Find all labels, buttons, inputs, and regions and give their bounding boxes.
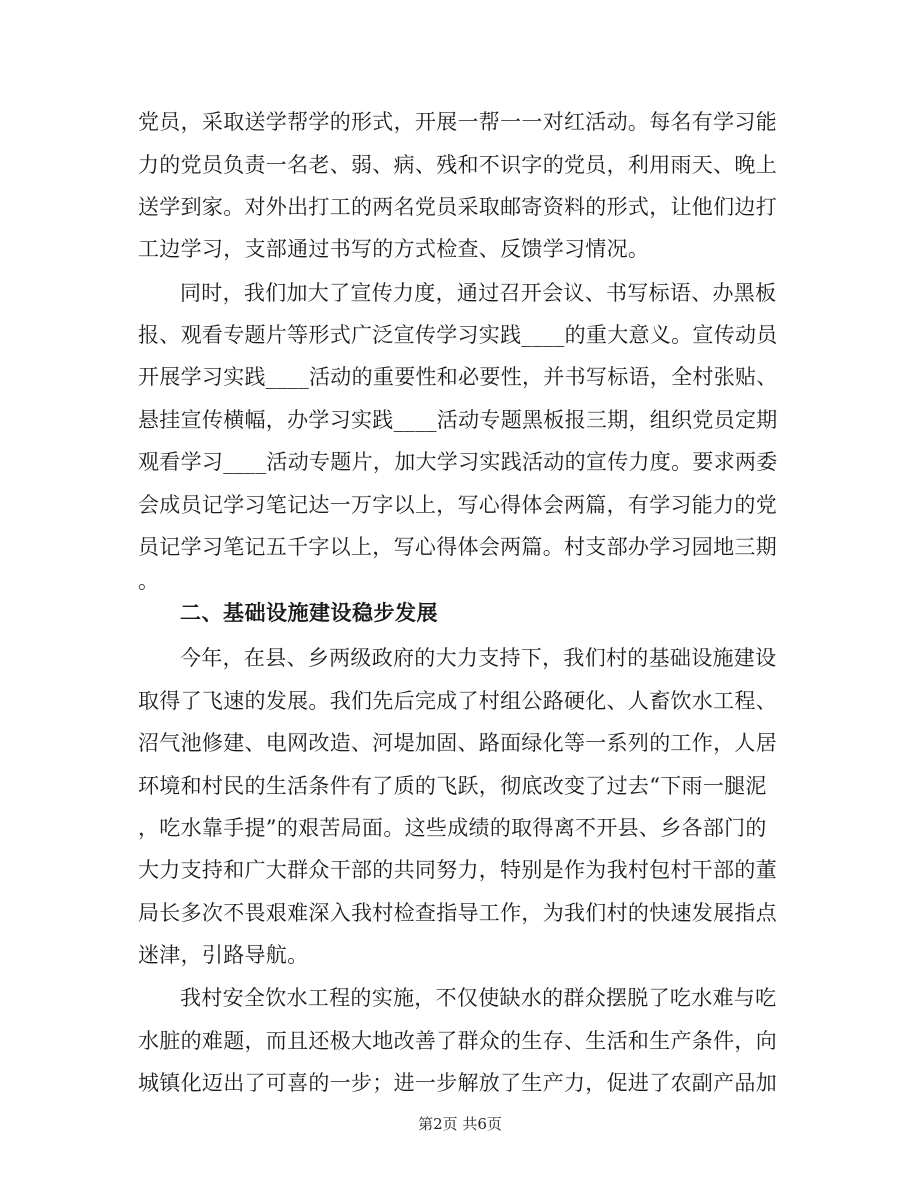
paragraph-3-line-5: ，吃水靠手提”的艰苦局面。这些成绩的取得离不开县、乡各部门的: [138, 816, 767, 840]
paragraph-1-line-3: 送学到家。对外出打工的两名党员采取邮寄资料的形式，让他们边打: [138, 195, 777, 219]
paragraph-3-line-4: 环境和村民的生活条件有了质的飞跃，彻底改变了过去“下雨一腿泥: [138, 774, 767, 798]
paragraph-3-line-1: 今年，在县、乡两级政府的大力支持下，我们村的基础设施建设: [180, 646, 777, 670]
paragraph-3-line-7: 局长多次不畏艰难深入我村检查指导工作，为我们村的快速发展指点: [138, 901, 777, 925]
paragraph-2-line-2: 报、观看专题片等形式广泛宣传学习实践____的重大意义。宣传动员: [138, 323, 778, 347]
paragraph-2-line-6: 会成员记学习笔记达一万字以上，写心得体会两篇，有学习能力的党: [138, 493, 777, 517]
paragraph-1-line-1: 党员，采取送学帮学的形式，开展一帮一一对红活动。每名有学习能: [138, 110, 777, 134]
paragraph-2-line-8: 。: [138, 569, 160, 593]
paragraph-1-line-4: 工边学习，支部通过书写的方式检查、反馈学习情况。: [138, 237, 650, 261]
paragraph-2-line-1: 同时，我们加大了宣传力度，通过召开会议、书写标语、办黑板: [180, 281, 777, 305]
paragraph-3-line-2: 取得了飞速的发展。我们先后完成了村组公路硬化、人畜饮水工程、: [138, 689, 777, 713]
paragraph-4-line-3: 城镇化迈出了可喜的一步；进一步解放了生产力，促进了农副产品加: [138, 1071, 777, 1095]
paragraph-4-line-1: 我村安全饮水工程的实施，不仅使缺水的群众摆脱了吃水难与吃: [180, 986, 777, 1010]
section-heading: 二、基础设施建设稳步发展: [180, 601, 438, 625]
paragraph-2-line-7: 员记学习笔记五千字以上，写心得体会两篇。村支部办学习园地三期: [138, 535, 777, 559]
paragraph-3-line-8: 迷津，引路导航。: [138, 943, 309, 967]
paragraph-2-line-3: 开展学习实践____活动的重要性和必要性，并书写标语，全村张贴、: [138, 365, 778, 389]
paragraph-2-line-4: 悬挂宣传横幅，办学习实践____活动专题黑板报三期，组织党员定期: [138, 408, 778, 432]
paragraph-3-line-3: 沼气池修建、电网改造、河堤加固、路面绿化等一系列的工作，人居: [138, 731, 777, 755]
page-number: 第2页 共6页: [418, 1115, 502, 1133]
paragraph-4-line-2: 水脏的难题，而且还极大地改善了群众的生存、生活和生产条件，向: [138, 1029, 777, 1053]
paragraph-1-line-2: 力的党员负责一名老、弱、病、残和不识字的党员，利用雨天、晚上: [138, 153, 777, 177]
paragraph-2-line-5: 观看学习____活动专题片，加大学习实践活动的宣传力度。要求两委: [138, 450, 778, 474]
paragraph-3-line-6: 大力支持和广大群众干部的共同努力，特别是作为我村包村干部的董: [138, 858, 777, 882]
